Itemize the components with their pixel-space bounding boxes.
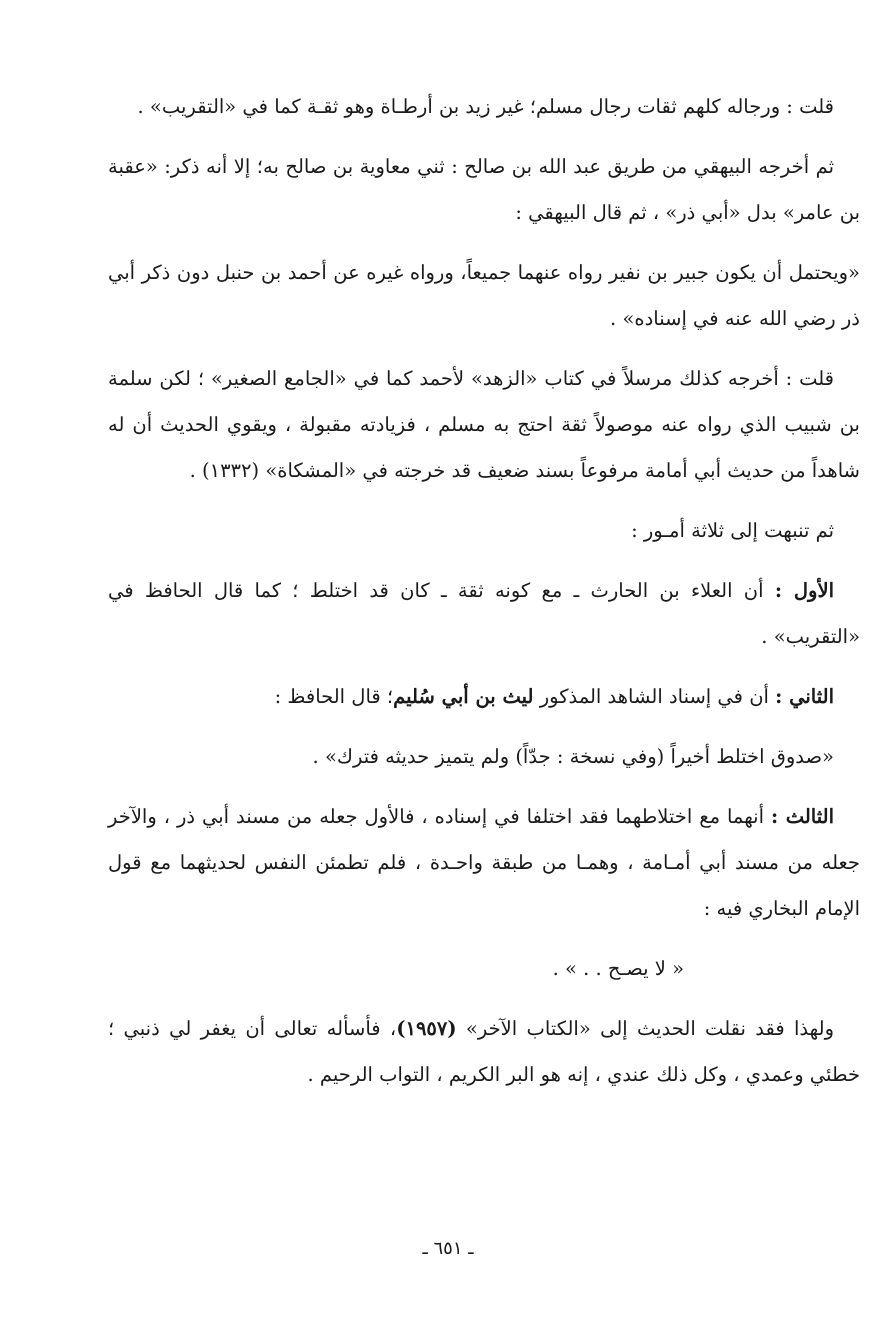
second-point-text-a: أن في إسناد الشاهد المذكور <box>533 685 776 708</box>
paragraph-5: ثم تنبهت إلى ثلاثة أمـور : <box>631 519 834 542</box>
closing-reference-number: (١٩٥٧) <box>396 1017 457 1040</box>
page-number: ـ ٦٥١ ـ <box>422 1238 474 1259</box>
first-point-text: أن العلاء بن الحارث ـ مع كونه ثقة ـ كان قد اختلط ؛ كما قال الحافظ في «التقريب» . <box>108 579 860 648</box>
paragraph-9 <box>108 794 860 932</box>
third-point-text: أنهما مع اختلاطهما فقد اختلفا في إسناده ، فالأول جعله من مسند أبي ذر ، والآخر جعله من مسند أبي أمـامة ، وهمـا من طبقة واحـدة ، فلم تطمئن النفس لحديثهما مع قول الإمام البخاري فيه : <box>108 805 860 920</box>
closing-text-b: ، فأسأله تعالى أن يغفر لي ذنبي ؛ خطئي وعمدي ، وكل ذلك عندي ، إنه هو البر الكريم ، التواب الرحيم . <box>108 1017 860 1086</box>
second-point-label: الثاني : <box>775 685 834 708</box>
second-point-text-b: ؛ قال الحافظ : <box>274 685 394 708</box>
paragraph-3-quote: «ويحتمل أن يكون جبير بن نفير رواه عنهما جميعاً، ورواه غيره عن أحمد بن حنبل دون ذكر أبي ذر رضي الله عنه في إسناده» . <box>108 261 860 330</box>
page-body <box>108 84 860 1098</box>
paragraph-4: قلت : أخرجه كذلك مرسلاً في كتاب «الزهد» لأحمد كما في «الجامع الصغير» ؛ لكن سلمة بن شبيب الذي رواه عنه موصولاً ثقة احتج به مسلم ، فزيادته مقبولة ، ويقوي الحديث أن له شاهداً من حديث أبي أمامة مرفوعاً بسند ضعيف قد خرجته في «المشكاة» (١٣٣٢) . <box>108 367 860 482</box>
paragraph-2: ثم أخرجه البيهقي من طريق عبد الله بن صالح : ثني معاوية بن صالح به؛ إلا أنه ذكر: «عقبة بن عامر» بدل «أبي ذر» ، ثم قال البيهقي : <box>108 155 860 224</box>
narrator-name: ليث بن أبي سُليم <box>393 685 534 708</box>
paragraph-6 <box>108 568 860 660</box>
third-point-label: الثالث : <box>770 805 834 828</box>
first-point-label: الأول : <box>774 579 834 602</box>
paragraph-8-quote: «صدوق اختلط أخيراً (وفي نسخة : جدّاً) ولم يتميز حديثه فترك» . <box>312 745 834 768</box>
paragraph-10-quote: « لا يصـح . . » . <box>552 957 684 980</box>
paragraph-1: قلت : ورجاله كلهم ثقات رجال مسلم؛ غير زيد بن أرطـاة وهو ثقـة كما في «التقريب» . <box>137 95 834 118</box>
paragraph-11 <box>108 1006 860 1098</box>
closing-text-a: ولهذا فقد نقلت الحديث إلى «الكتاب الآخر» <box>456 1017 834 1040</box>
paragraph-7 <box>108 674 860 720</box>
